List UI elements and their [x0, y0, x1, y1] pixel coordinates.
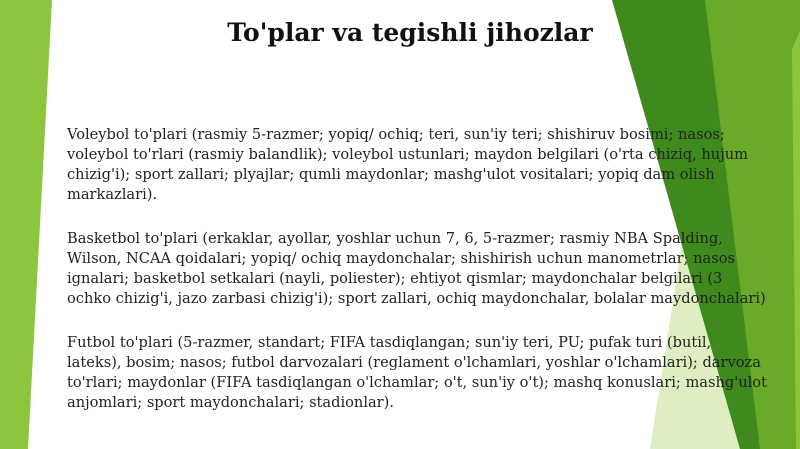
slide-title: To'plar va tegishli jihozlar — [227, 18, 593, 47]
left-green-stripe — [0, 0, 52, 449]
basketball-paragraph: Basketbol to'plari (erkaklar, ayollar, yoshlar uchun 7, 6, 5-razmer; rasmiy NBA Spalding, Wilson, NCAA qoidalari; yopiq/ ochiq maydonchalar; shishirish uchun manometrlar; nasos ignalari; basketbol setkalari (nayli, poliester); ehtiyot qismlar; maydonchalar belgilari (3 ochko chizig'i, jazo zarbasi chizig'i); sport zallari, ochiq maydonchalar, bolalar maydonchalari) — [67, 230, 766, 307]
volleyball-paragraph: Voleybol to'plari (rasmiy 5-razmer; yopiq/ ochiq; teri, sun'iy teri; shishiruv bosimi; nasos; voleybol to'rlari (rasmiy balandlik); voleybol ustunlari; maydon belgilari (o'rta chiziq, hujum chizig'i); sport zallari; plyajlar; qumli maydonlar; mashg'ulot vositalari; yopiq dam olish markazlari). — [67, 126, 748, 203]
football-paragraph: Futbol to'plari (5-razmer, standart; FIFA tasdiqlangan; sun'iy teri, PU; pufak turi (butil, lateks), bosim; nasos; futbol darvozalari (reglament o'lchamlari, yoshlar o'lchamlari); darvoza to'rlari; maydonlar (FIFA tasdiqlangan o'lchamlar; o't, sun'iy o't); mashq konuslari; mashg'ulot anjomlari; sport maydonchalari; stadionlar). — [67, 334, 767, 411]
